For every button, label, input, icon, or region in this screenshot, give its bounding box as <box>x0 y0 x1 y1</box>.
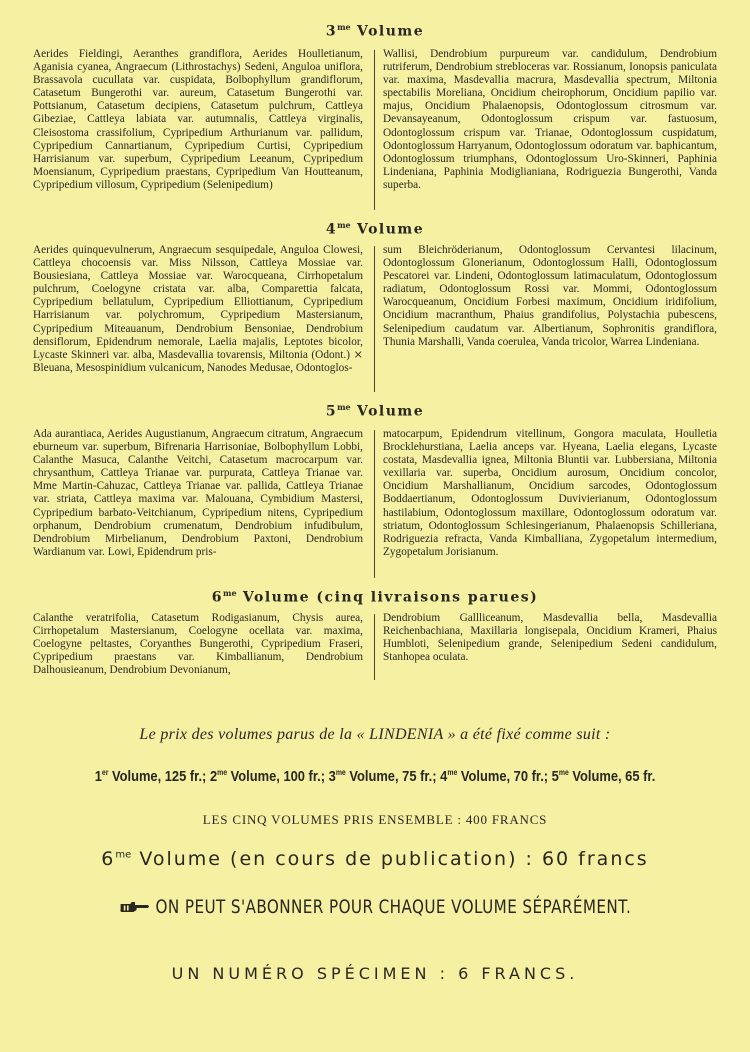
volume-5-left-column: Ada aurantiaca, Aerides Augustianum, Angraecum citratum, Angraecum eburneum var. superbum, Bifrenaria Harrisoniae, Bolbophyllum Lobbi, Calanthe Masuca, Calanthe Veitchi, Catasetum macrocarpum var. chrysanthum, Cattleya Trianae var. purpurata, Cattleya Trianae var. Mme Martin-Cahuzac, Cattleya Trianae var. pallida, Cattleya Trianae var. striata, Cattleya maxima var. Malouana, Cymbidium Mastersi, Cypripedium barbato-Veitchianum, Cypripedium nitens, Cypripedium orphanum, Dendrobium crumenatum, Dendrobium infudibulum, Dendrobium Mirbelianum, Dendrobium Paxtoni, Dendrobium Wardianum var. Lowi, Epidendrum pris- <box>33 428 363 558</box>
volume-6-heading: $6^{me}$ Volume (cinq livraisons parues) <box>211 588 539 606</box>
column-divider <box>374 246 375 392</box>
pointing-hand-icon <box>119 897 151 919</box>
price-volume-3: $3^{me}$ Volume, 75 fr.; <box>328 768 441 785</box>
price-volume-2: $2^{me}$ Volume, 100 fr.; <box>209 768 329 785</box>
volume-3-species <box>33 48 717 210</box>
column-divider <box>374 614 375 680</box>
specimen-price: UN NUMÉRO SPÉCIMEN : 6 FRANCS. <box>171 964 579 983</box>
volume-4-left-column: Aerides quinquevulnerum, Angraecum sesquipedale, Anguloa Clowesi, Cattleya chocoensis var. Miss Nilsson, Cattleya Mossiae var. Bousiesiana, Cattleya Mossiae var. Warocqueana, Cirrhopetalum pulchrum, Coelogyne cristata var. alba, Comparettia falcata, Cypripedium bellatulum, Cypripedium Elliottianum, Cypripedium Harrisianum var. polychromum, Cypripedium Mastersianum, Cypripedium Miteauanum, Dendrobium Bensoniae, Dendrobium densiflorum, Epidendrum nemorale, Laelia majalis, Leptotes bicolor, Lycaste Skinneri var. alba, Masdevallia tovarensis, Miltonia (Odont.) ⨯ Bleuana, Mesospinidium vulcanicum, Nanodes Medusae, Odontoglos- <box>33 244 363 374</box>
volume-6-right-column: Dendrobium Gallliceanum, Masdevallia bella, Masdevallia Reichenbachiana, Maxillaria longisepala, Oncidium Krameri, Phaius Humbloti, Selenipedium grande, Selenipedium Sedeni candidulum, Stanhopea oculata. <box>383 612 717 664</box>
column-divider <box>374 50 375 210</box>
price-volume-4: $4^{me}$ Volume, 70 fr.; <box>440 768 552 785</box>
volume-3-heading: $3^{me}$ Volume <box>325 22 425 40</box>
volume-3-right-column: Wallisi, Dendrobium purpureum var. candidulum, Dendrobium rutriferum, Dendrobium strebloceras var. Rossianum, Ionopsis paniculata var. maxima, Masdevallia macrura, Masdevallia spectrum, Miltonia spectabilis Moreliana, Oncidium cheirophorum, Oncidium papilio var. majus, Oncidium Phalaenopsis, Odontoglossum citrosmum var. Devansayeanum, Odontoglossum crispum var. fastuosum, Odontoglossum crispum var. Trianae, Odontoglossum cuspidatum, Odontoglossum Harryanum, Odontoglossum odoratum var. baphicantum, Odontoglossum triumphans, Odontoglossum Uro-Skinneri, Paphinia Lindeniana, Paphinia Modiglianiana, Rodriguezia Bungerothi, Vanda superba. <box>383 48 717 191</box>
sixth-volume-price: $6^{me}$ Volume (en cours de publication) : 60 francs <box>101 848 649 870</box>
volume-4-species <box>33 244 717 394</box>
column-divider <box>374 430 375 578</box>
price-volume-5: $5^{me}$ Volume, 65 fr. <box>551 768 656 785</box>
price-volume-1: 1er Volume, 125 fr.; <box>94 768 210 785</box>
subscription-notice: ON PEUT S'ABONNER POUR CHAQUE VOLUME SÉPARÉMENT. <box>75 896 675 919</box>
volume-4-heading: $4^{me}$ Volume <box>325 220 425 238</box>
volume-6-species <box>33 612 717 682</box>
volume-5-species <box>33 428 717 580</box>
five-volumes-together-price: LES CINQ VOLUMES PRIS ENSEMBLE : 400 FRANCS <box>202 812 548 827</box>
volume-prices-line <box>53 768 698 785</box>
volume-5-right-column: matocarpum, Epidendrum vitellinum, Gongora maculata, Houlletia Brocklehurstiana, Laelia anceps var. Hyeana, Laelia elegans, Lycaste costata, Masdevallia ignea, Miltonia Bluntii var. Lubbersiana, Miltonia vexillaria var. superba, Oncidium aurosum, Oncidium concolor, Oncidium Marshallianum, Oncidium sarcodes, Odontoglossum Boddaertianum, Odontoglossum Duvivierianum, Odontoglossum hastilabium, Odontoglossum maxillare, Odontoglossum odoratum var. striatum, Odontoglossum Schlesingerianum, Phalaenopsis Schilleriana, Rodriguezia refracta, Vanda Kimballiana, Zygopetalum intermedium, Zygopetalum Jorisianum. <box>383 428 717 558</box>
price-intro-line: Le prix des volumes parus de la « LINDENIA » a été fixé comme suit : <box>139 726 611 743</box>
volume-5-heading: $5^{me}$ Volume <box>325 402 425 420</box>
volume-3-left-column: Aerides Fieldingi, Aeranthes grandiflora, Aerides Houlletianum, Aganisia cyanea, Angraecum (Lithrostachys) Sedeni, Anguloa uniflora, Brassavola cucullata var. cuspidata, Bolbophyllum grandiflorum, Catasetum Bungerothi var. aureum, Catasetum Bungerothi var. Pottsianum, Catasetum decipiens, Catasetum pulchrum, Cattleya Gibeziae, Cattleya labiata var. autumnalis, Cattleya virginalis, Cleisostoma crassifolium, Cypripedium Arthurianum var. pallidum, Cypripedium Cannartianum, Cypripedium Curtisi, Cypripedium Harrisianum var. superbum, Cypripedium Leeanum, Cypripedium Moensianum, Cypripedium praestans, Cypripedium Van Houtteanum, Cypripedium villosum, Cypripedium (Selenipedium) <box>33 48 363 191</box>
volume-6-left-column: Calanthe veratrifolia, Catasetum Rodigasianum, Chysis aurea, Cirrhopetalum Mastersianum, Coelogyne ocellata var. maxima, Coelogyne peltastes, Coryanthes Bungerothi, Cypripedium Fraseri, Cypripedium praestans var. Kimballianum, Dendrobium Dalhousieanum, Dendrobium Devonianum, <box>33 612 363 677</box>
volume-4-right-column: sum Bleichröderianum, Odontoglossum Cervantesi lilacinum, Odontoglossum Glonerianum, Odontoglossum Halli, Odontoglossum Pescatorei var. Lindeni, Odontoglossum latimaculatum, Odontoglossum radiatum, Odontoglossum Rossi var. Mommi, Odontoglossum Warocqueanum, Oncidium Forbesi maximum, Oncidium iridifolium, Oncidium macranthum, Phaius grandifolius, Polystachia pubescens, Selenipedium caudatum var. Albertianum, Sophronitis grandiflora, Thunia Marshalli, Vanda coerulea, Vanda tricolor, Warrea Lindeniana. <box>383 244 717 348</box>
